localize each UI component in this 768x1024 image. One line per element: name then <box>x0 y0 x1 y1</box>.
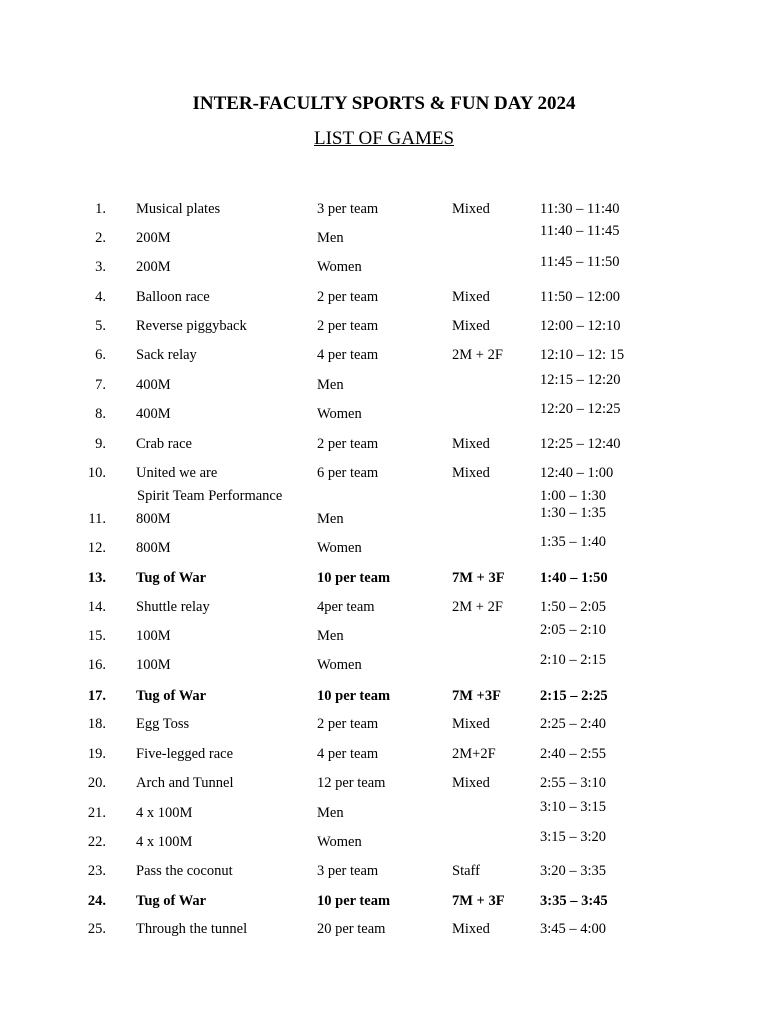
game-number: 9. <box>95 436 106 452</box>
game-name: Musical plates <box>136 201 221 217</box>
game-name: 400M <box>136 377 171 393</box>
game-category: Mixed <box>452 921 490 937</box>
game-number: 25. <box>87 921 106 937</box>
game-name: Egg Toss <box>136 716 190 732</box>
game-number: 24. <box>87 893 106 909</box>
game-category: Mixed <box>452 289 490 305</box>
game-number: 15. <box>87 628 106 644</box>
game-time: 12:00 – 12:10 <box>540 318 621 334</box>
game-time: 11:45 – 11:50 <box>540 254 620 270</box>
game-row <box>0 744 768 764</box>
interlude-game: Spirit Team Performance <box>137 488 283 504</box>
game-row <box>0 773 768 793</box>
game-row <box>0 891 768 911</box>
game-time: 3:35 – 3:45 <box>540 893 608 909</box>
game-time: 2:10 – 2:15 <box>540 652 607 668</box>
game-row <box>0 534 768 558</box>
game-row <box>0 714 768 734</box>
game-number: 22. <box>87 834 106 850</box>
team-size: Women <box>317 657 362 673</box>
game-number: 16. <box>87 657 106 673</box>
game-category: Mixed <box>452 201 490 217</box>
game-name: Tug of War <box>136 570 207 586</box>
game-number: 20. <box>87 775 106 791</box>
game-time: 2:15 – 2:25 <box>540 688 608 704</box>
interlude-time: 1:00 – 1:30 <box>540 488 607 504</box>
game-category: 2M + 2F <box>452 599 503 615</box>
game-name: 400M <box>136 406 171 422</box>
game-category: Mixed <box>452 716 490 732</box>
game-time: 2:40 – 2:55 <box>540 746 607 762</box>
game-time: 3:20 – 3:35 <box>540 863 607 879</box>
team-size: 20 per team <box>317 921 386 937</box>
team-size: Men <box>317 511 344 527</box>
game-row <box>0 652 768 675</box>
game-row <box>0 686 768 706</box>
game-row <box>0 199 768 219</box>
team-size: Women <box>317 259 362 275</box>
team-size: 10 per team <box>317 893 391 909</box>
game-row <box>0 463 768 483</box>
game-category: Staff <box>452 863 480 879</box>
game-name: Five-legged race <box>136 746 234 762</box>
game-row <box>0 287 768 307</box>
game-name: Arch and Tunnel <box>136 775 234 791</box>
game-category: 2M + 2F <box>452 347 503 363</box>
team-size: 2 per team <box>317 289 379 305</box>
game-time: 12:40 – 1:00 <box>540 465 614 481</box>
game-name: Balloon race <box>136 289 210 305</box>
game-time: 1:50 – 2:05 <box>540 599 607 615</box>
game-name: Shuttle relay <box>136 599 210 615</box>
game-name: 4 x 100M <box>136 805 193 821</box>
game-row <box>0 799 768 823</box>
game-name: Sack relay <box>136 347 197 363</box>
game-time: 2:05 – 2:10 <box>540 622 607 638</box>
game-number: 11. <box>88 511 106 527</box>
game-time: 1:35 – 1:40 <box>540 534 607 550</box>
game-name: Tug of War <box>136 688 207 704</box>
game-number: 12. <box>87 540 106 556</box>
game-number: 13. <box>87 570 106 586</box>
team-size: 2 per team <box>317 716 379 732</box>
game-category: Mixed <box>452 436 490 452</box>
game-name: 200M <box>136 230 171 246</box>
game-number: 17. <box>87 688 106 704</box>
game-number: 7. <box>95 377 106 393</box>
game-number: 21. <box>87 805 106 821</box>
game-number: 1. <box>95 201 106 217</box>
game-number: 3. <box>95 259 106 275</box>
team-size: 10 per team <box>317 688 391 704</box>
game-category: 7M + 3F <box>452 893 505 909</box>
team-size: 4 per team <box>317 347 379 363</box>
game-category: Mixed <box>452 318 490 334</box>
game-row <box>0 597 768 617</box>
team-size: Men <box>317 628 344 644</box>
team-size: 2 per team <box>317 318 379 334</box>
team-size: 10 per team <box>317 570 391 586</box>
game-name: Crab race <box>136 436 192 452</box>
game-number: 14. <box>87 599 106 615</box>
game-category: Mixed <box>452 465 490 481</box>
game-category: Mixed <box>452 775 490 791</box>
game-name: United we are <box>136 465 218 481</box>
game-time: 3:15 – 3:20 <box>540 829 607 845</box>
game-name: 100M <box>136 657 171 673</box>
document-title: INTER-FACULTY SPORTS & FUN DAY 2024 <box>192 93 576 114</box>
team-size: 4 per team <box>317 746 379 762</box>
team-size: Men <box>317 230 344 246</box>
game-name: 200M <box>136 259 171 275</box>
document-subtitle: LIST OF GAMES <box>313 128 455 149</box>
game-number: 10. <box>87 465 106 481</box>
game-row <box>0 829 768 852</box>
game-number: 18. <box>87 716 106 732</box>
game-category: 2M+2F <box>452 746 496 762</box>
game-number: 2. <box>95 230 106 246</box>
game-row <box>0 568 768 588</box>
game-name: 800M <box>136 540 171 556</box>
game-row <box>0 622 768 646</box>
game-time: 11:40 – 11:45 <box>540 223 620 239</box>
team-size: Women <box>317 834 362 850</box>
game-time: 2:55 – 3:10 <box>540 775 607 791</box>
team-size: Men <box>317 805 344 821</box>
team-size: 6 per team <box>317 465 379 481</box>
game-time: 1:30 – 1:35 <box>540 505 607 521</box>
team-size: Men <box>317 377 344 393</box>
game-number: 23. <box>87 863 106 879</box>
game-number: 19. <box>87 746 106 762</box>
game-row <box>0 505 768 529</box>
game-time: 3:45 – 4:00 <box>540 921 607 937</box>
game-time: 3:10 – 3:15 <box>540 799 607 815</box>
team-size: Women <box>317 540 362 556</box>
game-row <box>0 861 768 881</box>
game-time: 12:10 – 12: 15 <box>540 347 625 363</box>
game-category: 7M + 3F <box>452 570 505 586</box>
game-number: 6. <box>95 347 106 363</box>
game-time: 11:30 – 11:40 <box>540 201 620 217</box>
team-size: 2 per team <box>317 436 379 452</box>
game-name: Tug of War <box>136 893 207 909</box>
team-size: 12 per team <box>317 775 386 791</box>
game-row <box>0 919 768 939</box>
game-row <box>0 345 768 365</box>
game-number: 4. <box>95 289 106 305</box>
game-name: 100M <box>136 628 171 644</box>
game-time: 11:50 – 12:00 <box>540 289 621 305</box>
game-time: 1:40 – 1:50 <box>540 570 608 586</box>
game-name: Pass the coconut <box>136 863 233 879</box>
game-name: 4 x 100M <box>136 834 193 850</box>
game-name: Reverse piggyback <box>136 318 247 334</box>
game-time: 2:25 – 2:40 <box>540 716 607 732</box>
game-time: 12:20 – 12:25 <box>540 401 621 417</box>
game-row <box>0 372 768 395</box>
game-row <box>0 223 768 248</box>
game-number: 5. <box>95 318 106 334</box>
game-row <box>0 434 768 454</box>
team-size: 3 per team <box>317 863 379 879</box>
game-number: 8. <box>95 406 106 422</box>
game-name: 800M <box>136 511 171 527</box>
game-row <box>0 401 768 424</box>
game-time: 12:25 – 12:40 <box>540 436 621 452</box>
team-size: 4per team <box>317 599 375 615</box>
team-size: 3 per team <box>317 201 379 217</box>
game-row <box>0 254 768 277</box>
game-time: 12:15 – 12:20 <box>540 372 621 388</box>
team-size: Women <box>317 406 362 422</box>
game-row <box>0 316 768 336</box>
game-name: Through the tunnel <box>136 921 248 937</box>
game-category: 7M +3F <box>452 688 501 704</box>
